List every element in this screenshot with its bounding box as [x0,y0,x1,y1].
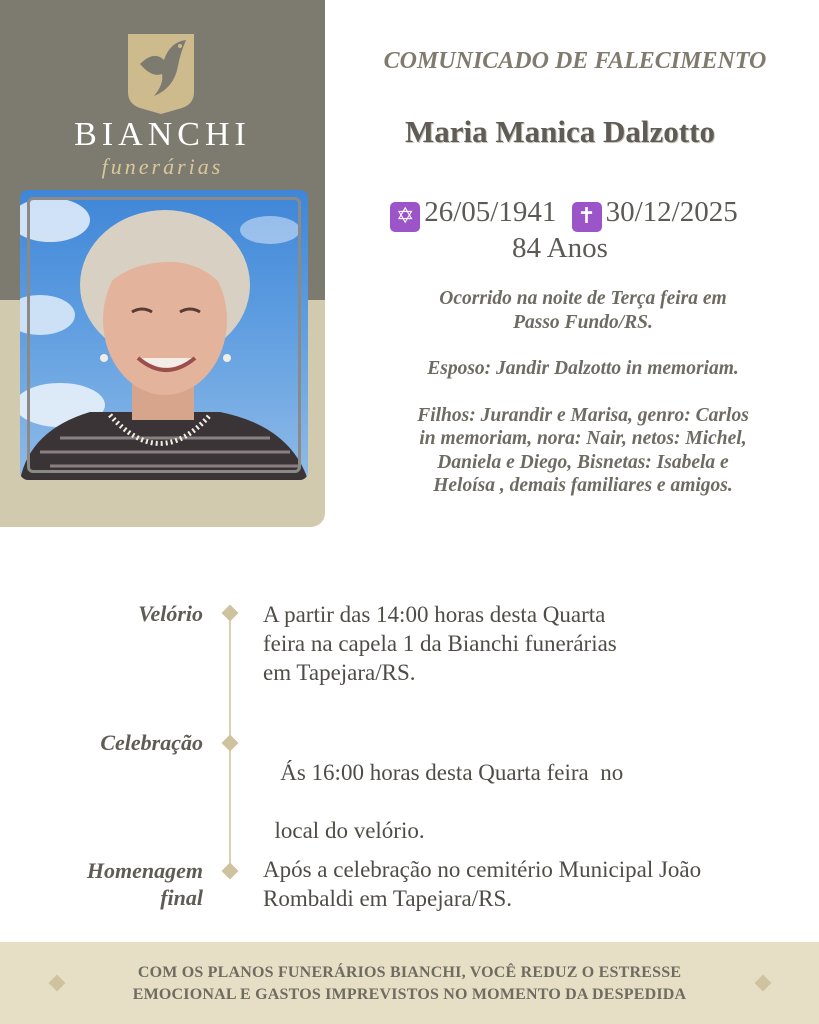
timeline-label-text: Velório [138,601,203,626]
timeline-text-line: local do velório. [274,818,425,843]
obituary-details [368,287,798,521]
deceased-name: Maria Manica Dalzotto [405,114,715,149]
footer-slogan [80,962,739,1006]
timeline-label-text: Celebração [100,730,203,755]
birth-date: 26/05/1941 [424,196,557,228]
timeline-label-text: final [160,885,203,910]
age: 84 Anos [512,232,608,264]
timeline-text-line: Rombaldi em Tapejara/RS. [263,886,513,911]
deceased-portrait [20,190,308,480]
photo-border [27,197,301,473]
life-dates [340,196,780,232]
footer-line: EMOCIONAL E GASTOS IMPREVISTOS NO MOMENTO DA DESPEDIDA [132,986,687,1003]
timeline-label-text: Homenagem [86,858,203,883]
family-line: Daniela e Diego, Bisnetas: Isabela e [437,451,729,473]
footer-diamond-icon [49,975,66,992]
family-line: Filhos: Jurandir e Marisa, genro: Carlos [417,404,749,426]
timeline-text-line: Ás 16:00 horas desta Quarta feira no [274,760,624,785]
brand-name: BIANCHI [74,116,251,153]
occurrence-text [368,287,798,334]
timeline-text-wake [263,600,763,687]
timeline-text-line: feira na capela 1 da Bianchi funerárias [263,631,617,656]
spouse-text [368,357,798,381]
timeline-text-line: em Tapejara/RS. [263,660,416,685]
dove-logo-icon [124,30,198,114]
timeline-label-tribute [87,857,203,911]
family-text [368,404,798,498]
occurrence-line: Ocorrido na noite de Terça feira em [439,288,727,309]
death-date: 30/12/2025 [605,196,738,228]
star-of-david-icon: ✡ [390,202,420,232]
timeline-text-line: A partir das 14:00 horas desta Quarta [263,602,606,627]
family-line: Heloísa , demais familiares e amigos. [433,475,733,496]
announcement-title: COMUNICADO DE FALECIMENTO [383,48,767,74]
timeline-label-celebration [100,729,203,756]
timeline-label-wake [138,600,203,627]
occurrence-line: Passo Fundo/RS. [513,311,653,333]
timeline-diamond-icon [222,735,239,752]
timeline-diamond-icon [222,863,239,880]
footer-banner [0,942,819,1024]
family-line: in memoriam, nora: Nair, netos: Michel, [419,428,747,449]
spouse-line: Esposo: Jandir Dalzotto in memoriam. [427,358,739,379]
timeline-text-tribute [263,855,763,913]
footer-diamond-icon [755,975,772,992]
timeline-diamond-icon [222,605,239,622]
timeline-text-line: Após a celebração no cemitério Municipal João [263,857,702,882]
timeline-text-celebration [263,729,763,845]
latin-cross-icon: ✝ [572,202,602,232]
brand-subtitle: funerárias [101,154,224,179]
footer-line: COM OS PLANOS FUNERÁRIOS BIANCHI, VOCÊ REDUZ O ESTRESSE [137,964,682,981]
